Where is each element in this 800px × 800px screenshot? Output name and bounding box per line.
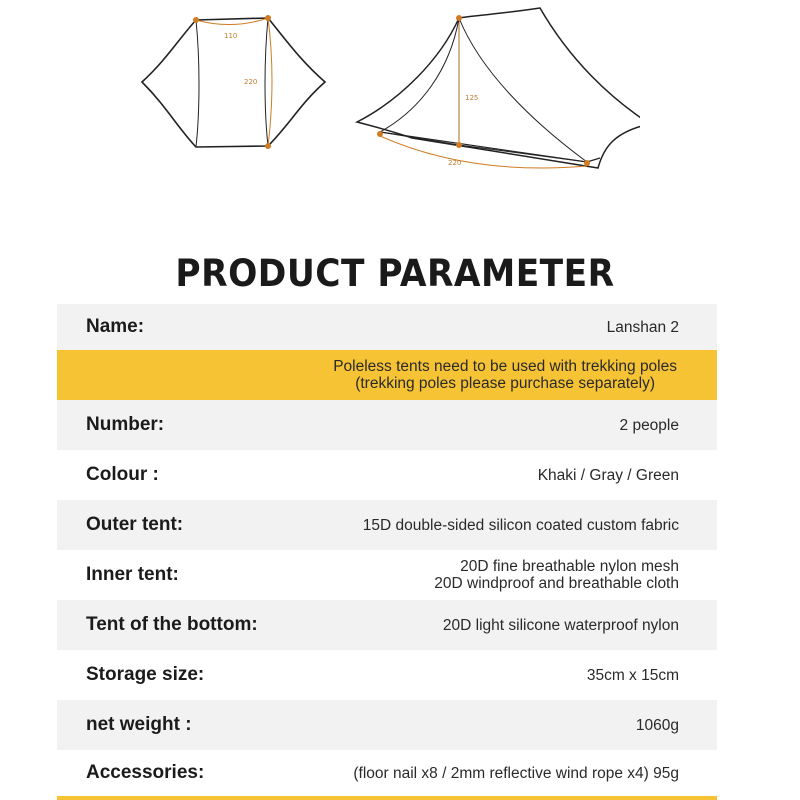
table-row-net-weight [57, 700, 717, 750]
row-value [434, 558, 679, 592]
row-value: 1060g [635, 716, 679, 734]
table-row-accessories [57, 750, 717, 796]
row-label: Inner tent: [86, 564, 179, 585]
row-label: Storage size: [86, 664, 205, 685]
table-row-storage-size [57, 650, 717, 700]
notice-line-2: (trekking poles please purchase separately) [355, 375, 656, 392]
table-row-tent-bottom [57, 600, 717, 650]
row-value: 15D double-sided silicon coated custom fabric [362, 516, 679, 534]
row-label: Number: [86, 414, 165, 435]
row-label: Outer tent: [86, 514, 184, 535]
row-value: (floor nail x8 / 2mm reflective wind rope x4) 95g [353, 764, 679, 782]
row-value: 2 people [619, 416, 679, 434]
notice-text [333, 358, 677, 392]
tent-side-view [350, 0, 640, 180]
floor-length-label: 220 [244, 78, 258, 86]
notice-line-1: Poleless tents need to be used with trekking poles [333, 358, 677, 375]
table-row-outer-tent [57, 500, 717, 550]
row-label: Tent of the bottom: [86, 614, 258, 635]
tent-diagrams [0, 0, 800, 200]
row-value: 35cm x 15cm [586, 666, 679, 684]
row-value-line-2: 20D windproof and breathable cloth [434, 575, 679, 592]
row-value: 20D light silicone waterproof nylon [442, 616, 679, 634]
row-label: Accessories: [86, 762, 205, 783]
tent-floor-plan [130, 0, 360, 180]
tent-length-label: 220 [448, 159, 462, 167]
trekking-pole-notice [57, 350, 717, 400]
row-value-line-1: 20D fine breathable nylon mesh [460, 558, 679, 575]
row-value: Lanshan 2 [606, 318, 679, 336]
table-row-inner-tent [57, 550, 717, 600]
row-label: Name: [86, 316, 145, 337]
bottom-accent-strip [57, 796, 717, 800]
table-row-colour [57, 450, 717, 500]
page-title: PRODUCT PARAMETER [175, 252, 615, 295]
row-label: Colour : [86, 464, 159, 485]
floor-width-label: 110 [224, 32, 238, 40]
table-row-number [57, 400, 717, 450]
row-label: net weight : [86, 714, 192, 735]
row-value: Khaki / Gray / Green [537, 466, 679, 484]
table-row-name [57, 304, 717, 350]
tent-height-label: 125 [465, 94, 479, 102]
